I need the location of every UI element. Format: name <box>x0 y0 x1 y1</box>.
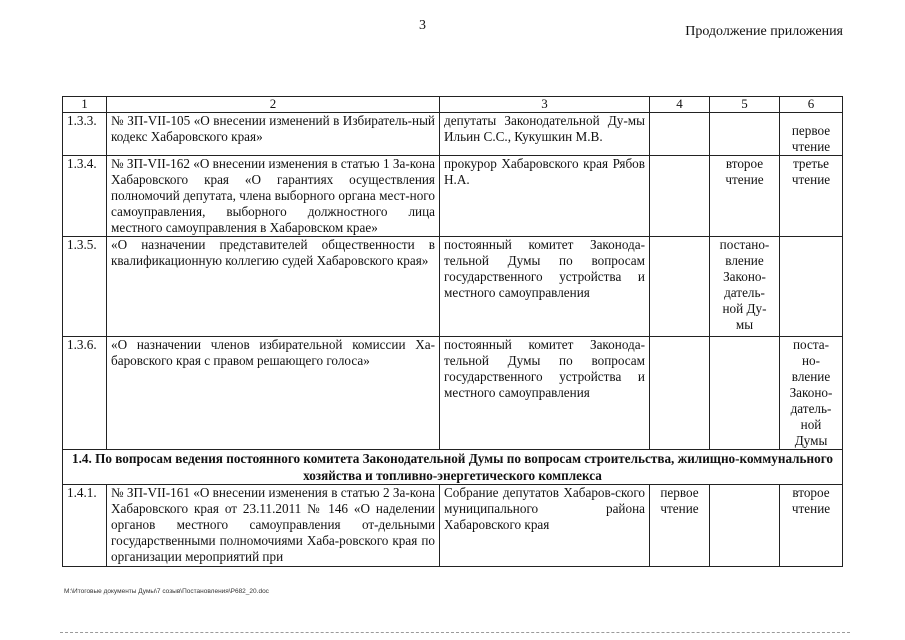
initiator: прокурор Хабаровского края Рябов Н.А. <box>440 156 650 237</box>
section-heading: 1.4. По вопросам ведения постоянного комитета Законодательной Думы по вопросам строительства, жилищно-коммунального хозяйства и топливно-энергетического комплекса <box>63 450 843 485</box>
agenda-table <box>62 96 843 567</box>
table-row <box>63 337 843 450</box>
table-row <box>63 237 843 337</box>
bill-title: № ЗП-VII-105 «О внесении изменений в Избиратель-ный кодекс Хабаровского края» <box>107 113 440 156</box>
bill-title: «О назначении представителей общественности в квалификационную коллегию судей Хабаровского края» <box>107 237 440 337</box>
section-row <box>63 450 843 485</box>
col-header-4: 4 <box>650 97 710 113</box>
row-number: 1.3.6. <box>63 337 107 450</box>
stage-col6: поста-но-вление Законо-датель-ной Думы <box>780 337 843 450</box>
column-numbers-row <box>63 97 843 113</box>
stage-col6: третье чтение <box>780 156 843 237</box>
stage-col5: постано-вление Законо-датель-ной Ду-мы <box>710 237 780 337</box>
stage-col4: первое чтение <box>650 485 710 567</box>
col-header-3: 3 <box>440 97 650 113</box>
table-row <box>63 113 843 156</box>
stage-col5 <box>710 113 780 156</box>
row-number: 1.3.5. <box>63 237 107 337</box>
col-header-6: 6 <box>780 97 843 113</box>
stage-col5 <box>710 485 780 567</box>
col-header-1: 1 <box>63 97 107 113</box>
bill-title: № ЗП-VII-161 «О внесении изменения в статью 2 За-кона Хабаровского края от 23.11.2011 № 146 «О наделении органов местного самоуправления от-дельными государственными полномочиями Хаба-ровского края по организации мероприятий при <box>107 485 440 567</box>
table-row <box>63 156 843 237</box>
stage-col4 <box>650 156 710 237</box>
footer-file-path: M:\Итоговые документы Думы\7 созыв\Постановления\P682_20.doc <box>64 588 269 595</box>
stage-col4 <box>650 237 710 337</box>
stage-col6: первое чтение <box>780 113 843 156</box>
col-header-2: 2 <box>107 97 440 113</box>
table-row <box>63 485 843 567</box>
initiator: постоянный комитет Законода-тельной Думы по вопросам государственного устройства и местного самоуправления <box>440 237 650 337</box>
header-note: Продолжение приложения <box>685 24 843 39</box>
stage-col4 <box>650 113 710 156</box>
stage-col5 <box>710 337 780 450</box>
initiator: постоянный комитет Законода-тельной Думы по вопросам государственного устройства и местного самоуправления <box>440 337 650 450</box>
stage-col4 <box>650 337 710 450</box>
col-header-5: 5 <box>710 97 780 113</box>
scan-edge-line <box>60 632 850 633</box>
initiator: депутаты Законодательной Ду-мы Ильин С.С., Кукушкин М.В. <box>440 113 650 156</box>
page-number: 3 <box>419 18 426 33</box>
stage-col6: второе чтение <box>780 485 843 567</box>
stage-col6 <box>780 237 843 337</box>
stage-col5: второе чтение <box>710 156 780 237</box>
bill-title: «О назначении членов избирательной комиссии Ха-баровского края с правом решающего голоса» <box>107 337 440 450</box>
initiator: Собрание депутатов Хабаров-ского муниципального района Хабаровского края <box>440 485 650 567</box>
row-number: 1.3.4. <box>63 156 107 237</box>
row-number: 1.4.1. <box>63 485 107 567</box>
row-number: 1.3.3. <box>63 113 107 156</box>
bill-title: № ЗП-VII-162 «О внесении изменения в статью 1 За-кона Хабаровского края «О гарантиях осуществления полномочий депутата, члена выборного органа мест-ного самоуправления, выборного должностного лица местного самоуправления в Хабаровском крае» <box>107 156 440 237</box>
